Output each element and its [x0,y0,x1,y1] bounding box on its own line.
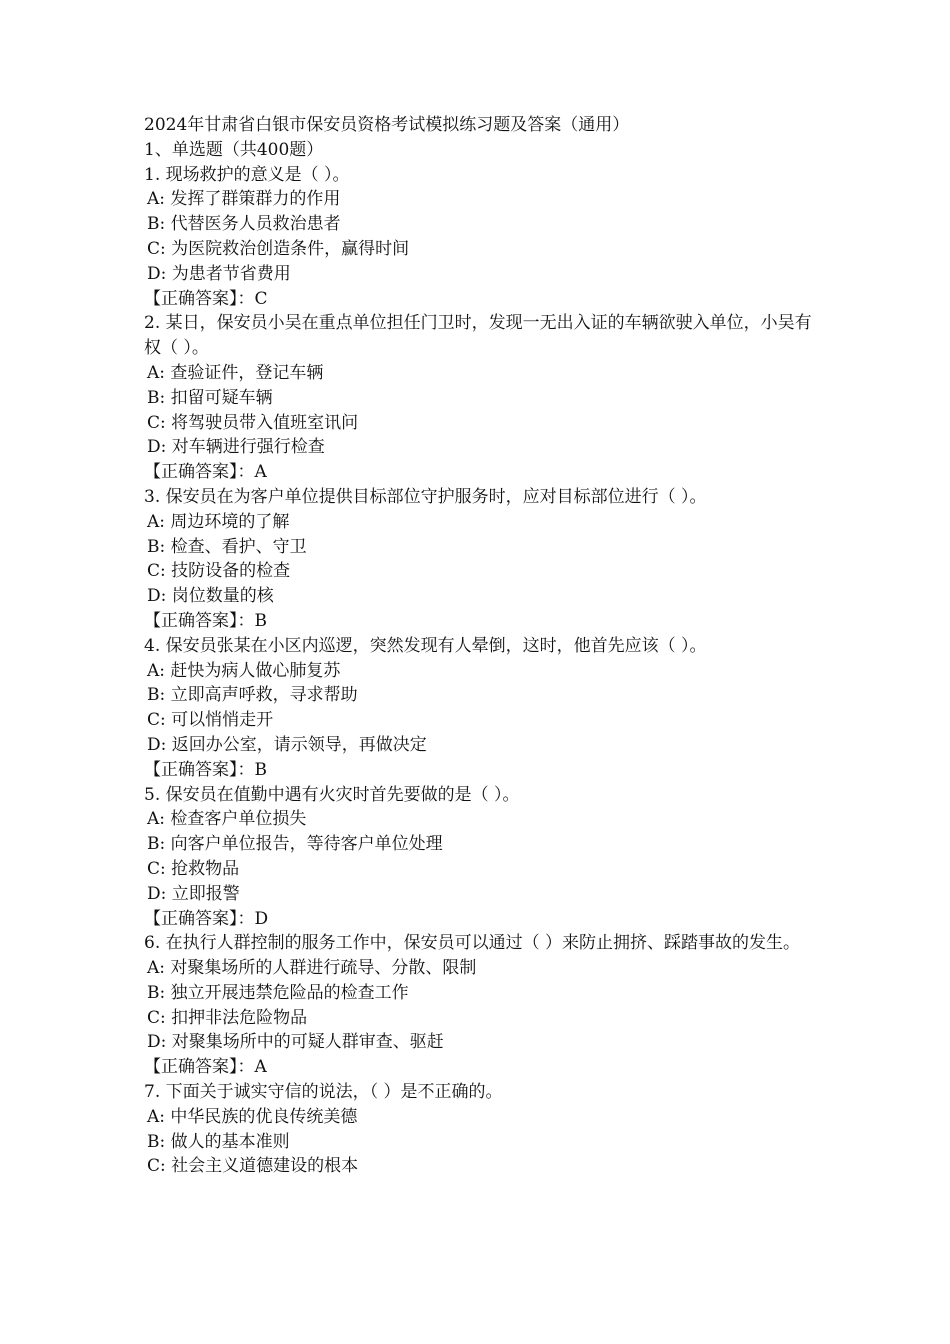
option-b: B: 扣留可疑车辆 [147,387,273,408]
question-stem: 2. 某日，保安员小吴在重点单位担任门卫时，发现一无出入证的车辆欲驶入单位，小吴有权（ ）。 [144,313,812,359]
option-d: D: 为患者节省费用 [147,263,291,284]
question-block [144,931,814,1080]
option-b: B: 立即高声呼救，寻求帮助 [147,685,358,706]
option-c: C: 将驾驶员带入值班室讯问 [147,412,359,433]
option-d: D: 立即报警 [147,883,240,904]
option-d: D: 岗位数量的核 [147,586,274,607]
option-c: C: 社会主义道德建设的根本 [147,1156,359,1177]
option-b: B: 向客户单位报告，等待客户单位处理 [147,834,443,855]
question-stem: 3. 保安员在为客户单位提供目标部位守护服务时，应对目标部位进行（ ）。 [144,486,707,507]
option-c: C: 为医院救治创造条件，赢得时间 [147,238,410,259]
option-b: B: 独立开展违禁危险品的检查工作 [147,982,409,1003]
section-heading: 1、单选题（共400题） [144,139,324,160]
option-a: A: 周边环境的了解 [147,511,290,532]
option-b: B: 做人的基本准则 [147,1131,290,1152]
question-stem: 4. 保安员张某在小区内巡逻，突然发现有人晕倒，这时，他首先应该（ ）。 [144,635,707,656]
question-stem: 6. 在执行人群控制的服务工作中，保安员可以通过（ ）来防止拥挤、踩踏事故的发生。 [144,933,801,954]
correct-answer: 【正确答案】：A [144,462,267,483]
correct-answer: 【正确答案】：B [144,610,267,631]
question-block [144,634,814,783]
option-a: A: 赶快为病人做心肺复苏 [147,660,341,681]
question-block [144,783,814,932]
option-a: A: 检查客户单位损失 [147,809,307,830]
option-a: A: 发挥了群策群力的作用 [147,189,341,210]
question-stem: 7. 下面关于诚实守信的说法，（ ）是不正确的。 [144,1082,503,1103]
option-d: D: 对车辆进行强行检查 [147,437,325,458]
correct-answer: 【正确答案】：B [144,759,267,780]
option-c: C: 可以悄悄走开 [147,710,274,731]
option-c: C: 抢救物品 [147,858,240,879]
option-c: C: 技防设备的检查 [147,561,291,582]
option-a: A: 中华民族的优良传统美德 [147,1106,358,1127]
option-d: D: 返回办公室，请示领导，再做决定 [147,734,427,755]
question-block [144,311,814,485]
option-d: D: 对聚集场所中的可疑人群审查、驱赶 [147,1032,444,1053]
question-stem: 5. 保安员在值勤中遇有火灾时首先要做的是（ ）。 [144,784,520,805]
option-b: B: 检查、看护、守卫 [147,536,307,557]
correct-answer: 【正确答案】：A [144,1057,267,1078]
option-c: C: 扣押非法危险物品 [147,1007,308,1028]
question-block [144,485,814,634]
document-title: 2024年甘肃省白银市保安员资格考试模拟练习题及答案（通用） [144,115,630,135]
option-a: A: 对聚集场所的人群进行疏导、分散、限制 [147,958,477,979]
option-a: A: 查验证件，登记车辆 [147,362,324,383]
document-body [144,113,814,1179]
question-stem: 1. 现场救护的意义是（ ）。 [144,164,350,185]
correct-answer: 【正确答案】：C [144,288,268,309]
option-b: B: 代替医务人员救治患者 [147,214,341,235]
question-block [144,1080,814,1179]
question-block [144,163,814,312]
correct-answer: 【正确答案】：D [144,908,269,929]
